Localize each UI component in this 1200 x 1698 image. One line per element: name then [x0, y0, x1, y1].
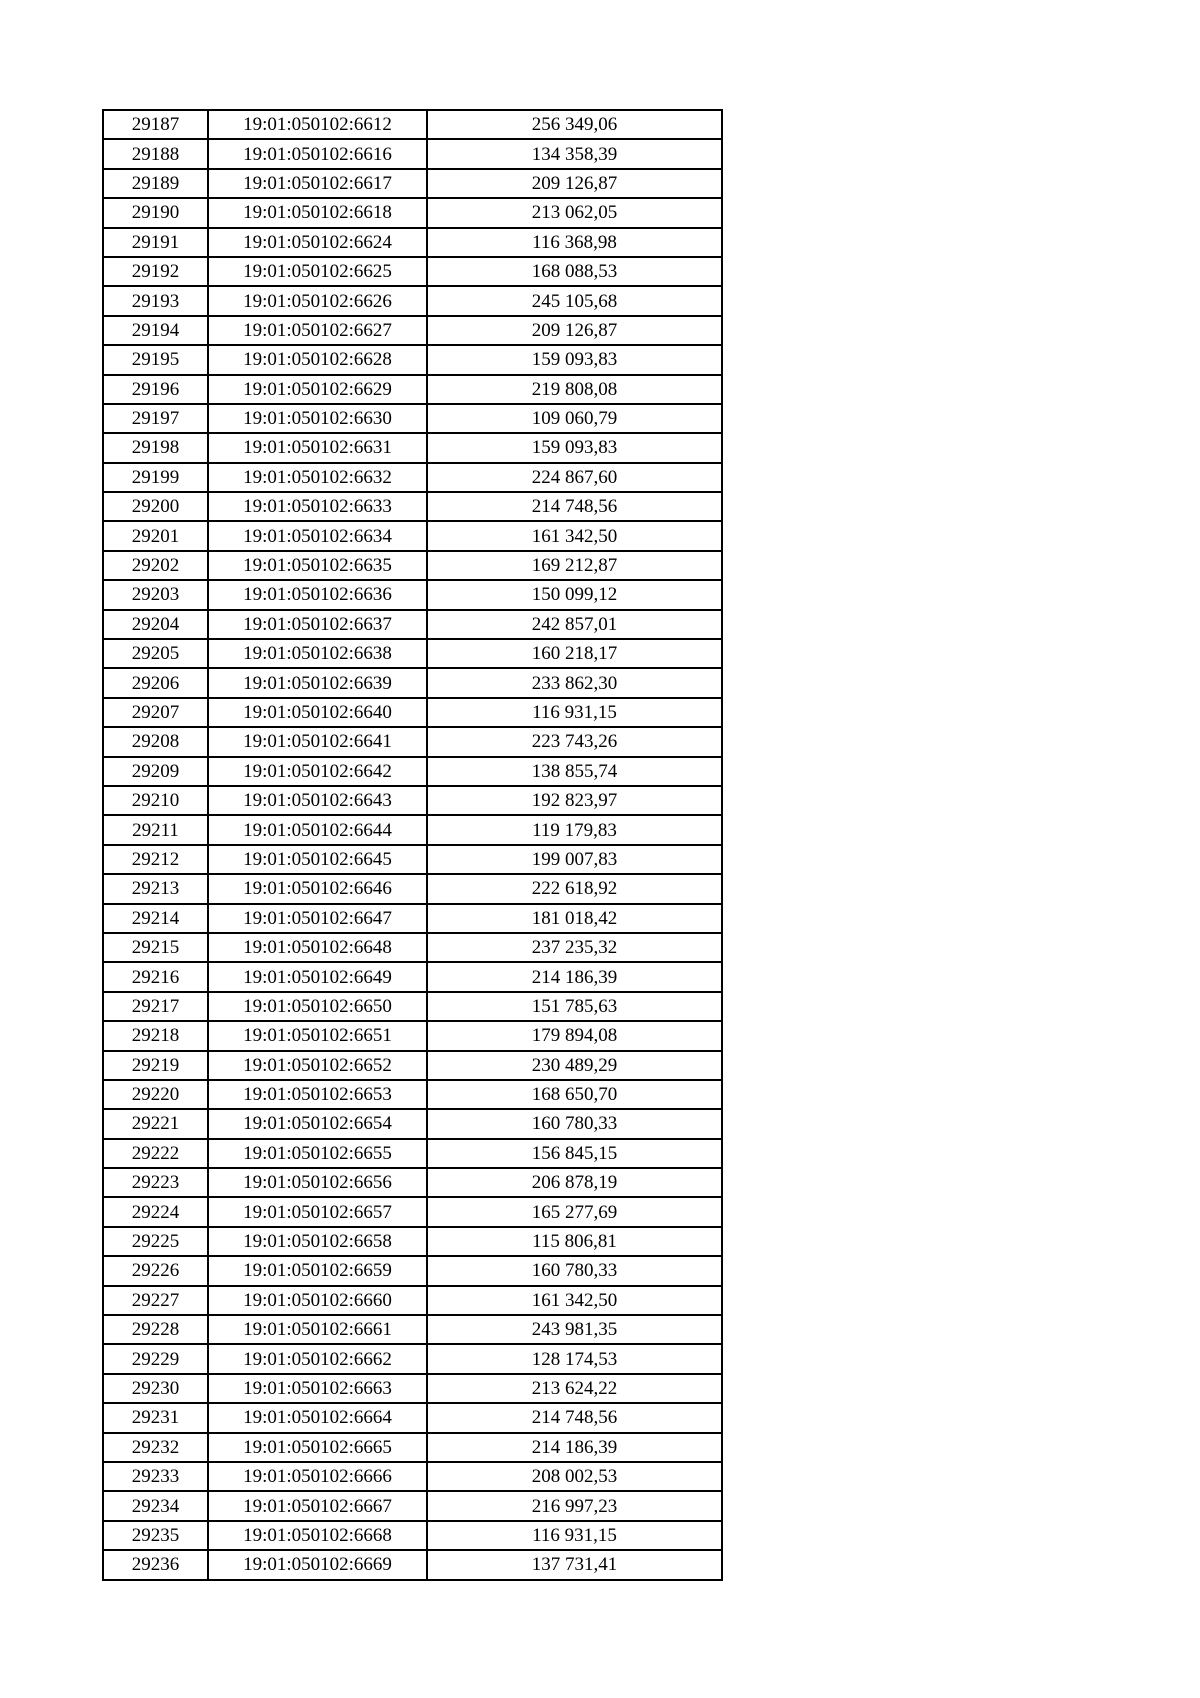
row-number-cell: 29225 [103, 1227, 208, 1256]
value-cell: 245 105,68 [427, 286, 722, 315]
row-number-cell: 29220 [103, 1080, 208, 1109]
value-cell: 214 186,39 [427, 1433, 722, 1462]
cadastral-number-cell: 19:01:050102:6651 [208, 1021, 427, 1050]
row-number-cell: 29206 [103, 668, 208, 697]
cadastral-number-cell: 19:01:050102:6636 [208, 580, 427, 609]
cadastral-number-cell: 19:01:050102:6669 [208, 1550, 427, 1579]
value-cell: 159 093,83 [427, 345, 722, 374]
row-number-cell: 29227 [103, 1286, 208, 1315]
row-number-cell: 29218 [103, 1021, 208, 1050]
table-row [103, 639, 722, 668]
table-row [103, 110, 722, 139]
table-row [103, 375, 722, 404]
cadastral-number-cell: 19:01:050102:6657 [208, 1197, 427, 1226]
cadastral-number-cell: 19:01:050102:6630 [208, 404, 427, 433]
table-row [103, 1286, 722, 1315]
table-row [103, 1227, 722, 1256]
cadastral-number-cell: 19:01:050102:6653 [208, 1080, 427, 1109]
table-row [103, 551, 722, 580]
value-cell: 192 823,97 [427, 786, 722, 815]
cadastral-number-cell: 19:01:050102:6629 [208, 375, 427, 404]
table-row [103, 786, 722, 815]
cadastral-number-cell: 19:01:050102:6637 [208, 610, 427, 639]
row-number-cell: 29199 [103, 463, 208, 492]
table-row [103, 757, 722, 786]
value-cell: 159 093,83 [427, 433, 722, 462]
table-row [103, 521, 722, 550]
row-number-cell: 29194 [103, 316, 208, 345]
row-number-cell: 29216 [103, 962, 208, 991]
value-cell: 150 099,12 [427, 580, 722, 609]
table-row [103, 198, 722, 227]
cadastral-number-cell: 19:01:050102:6647 [208, 904, 427, 933]
table-row [103, 1491, 722, 1520]
row-number-cell: 29233 [103, 1462, 208, 1491]
value-cell: 137 731,41 [427, 1550, 722, 1579]
table-row [103, 845, 722, 874]
cadastral-number-cell: 19:01:050102:6628 [208, 345, 427, 374]
value-cell: 168 088,53 [427, 257, 722, 286]
row-number-cell: 29192 [103, 257, 208, 286]
value-cell: 214 186,39 [427, 962, 722, 991]
table-row [103, 610, 722, 639]
row-number-cell: 29219 [103, 1051, 208, 1080]
cadastral-number-cell: 19:01:050102:6661 [208, 1315, 427, 1344]
value-cell: 213 624,22 [427, 1374, 722, 1403]
value-cell: 161 342,50 [427, 521, 722, 550]
table-row [103, 463, 722, 492]
cadastral-number-cell: 19:01:050102:6635 [208, 551, 427, 580]
cadastral-number-cell: 19:01:050102:6652 [208, 1051, 427, 1080]
value-cell: 233 862,30 [427, 668, 722, 697]
row-number-cell: 29190 [103, 198, 208, 227]
value-cell: 160 780,33 [427, 1256, 722, 1285]
table-row [103, 316, 722, 345]
value-cell: 160 780,33 [427, 1109, 722, 1138]
cadastral-number-cell: 19:01:050102:6659 [208, 1256, 427, 1285]
row-number-cell: 29204 [103, 610, 208, 639]
cadastral-number-cell: 19:01:050102:6654 [208, 1109, 427, 1138]
value-cell: 138 855,74 [427, 757, 722, 786]
value-cell: 206 878,19 [427, 1168, 722, 1197]
table-row [103, 404, 722, 433]
row-number-cell: 29198 [103, 433, 208, 462]
row-number-cell: 29187 [103, 110, 208, 139]
cadastral-number-cell: 19:01:050102:6650 [208, 992, 427, 1021]
cadastral-number-cell: 19:01:050102:6649 [208, 962, 427, 991]
cadastral-number-cell: 19:01:050102:6616 [208, 139, 427, 168]
cadastral-number-cell: 19:01:050102:6632 [208, 463, 427, 492]
table-row [103, 1139, 722, 1168]
table-row [103, 1344, 722, 1373]
table-row [103, 962, 722, 991]
table-row [103, 433, 722, 462]
row-number-cell: 29229 [103, 1344, 208, 1373]
row-number-cell: 29196 [103, 375, 208, 404]
table-row [103, 228, 722, 257]
table-row [103, 1197, 722, 1226]
value-cell: 156 845,15 [427, 1139, 722, 1168]
row-number-cell: 29230 [103, 1374, 208, 1403]
table-row [103, 933, 722, 962]
cadastral-number-cell: 19:01:050102:6618 [208, 198, 427, 227]
cadastral-number-cell: 19:01:050102:6624 [208, 228, 427, 257]
table-row [103, 1521, 722, 1550]
row-number-cell: 29235 [103, 1521, 208, 1550]
table-row [103, 1021, 722, 1050]
value-cell: 128 174,53 [427, 1344, 722, 1373]
row-number-cell: 29197 [103, 404, 208, 433]
cadastral-number-cell: 19:01:050102:6617 [208, 169, 427, 198]
cadastral-number-cell: 19:01:050102:6640 [208, 698, 427, 727]
value-cell: 209 126,87 [427, 169, 722, 198]
cadastral-number-cell: 19:01:050102:6646 [208, 874, 427, 903]
table-row [103, 257, 722, 286]
row-number-cell: 29217 [103, 992, 208, 1021]
value-cell: 134 358,39 [427, 139, 722, 168]
value-cell: 209 126,87 [427, 316, 722, 345]
cadastral-number-cell: 19:01:050102:6644 [208, 815, 427, 844]
row-number-cell: 29203 [103, 580, 208, 609]
value-cell: 213 062,05 [427, 198, 722, 227]
row-number-cell: 29232 [103, 1433, 208, 1462]
table-row [103, 992, 722, 1021]
cadastral-number-cell: 19:01:050102:6643 [208, 786, 427, 815]
cadastral-number-cell: 19:01:050102:6656 [208, 1168, 427, 1197]
value-cell: 214 748,56 [427, 1403, 722, 1432]
cadastral-number-cell: 19:01:050102:6626 [208, 286, 427, 315]
data-table-body [103, 110, 722, 1580]
cadastral-number-cell: 19:01:050102:6648 [208, 933, 427, 962]
table-row [103, 698, 722, 727]
cadastral-number-cell: 19:01:050102:6664 [208, 1403, 427, 1432]
data-table [102, 109, 723, 1581]
row-number-cell: 29201 [103, 521, 208, 550]
cadastral-number-cell: 19:01:050102:6667 [208, 1491, 427, 1520]
table-row [103, 668, 722, 697]
value-cell: 119 179,83 [427, 815, 722, 844]
row-number-cell: 29214 [103, 904, 208, 933]
table-row [103, 139, 722, 168]
value-cell: 168 650,70 [427, 1080, 722, 1109]
cadastral-number-cell: 19:01:050102:6639 [208, 668, 427, 697]
value-cell: 242 857,01 [427, 610, 722, 639]
value-cell: 199 007,83 [427, 845, 722, 874]
table-row [103, 874, 722, 903]
cadastral-number-cell: 19:01:050102:6663 [208, 1374, 427, 1403]
table-row [103, 904, 722, 933]
table-row [103, 1315, 722, 1344]
table-row [103, 1433, 722, 1462]
row-number-cell: 29226 [103, 1256, 208, 1285]
row-number-cell: 29193 [103, 286, 208, 315]
cadastral-number-cell: 19:01:050102:6655 [208, 1139, 427, 1168]
value-cell: 256 349,06 [427, 110, 722, 139]
table-row [103, 1080, 722, 1109]
table-row [103, 815, 722, 844]
table-row [103, 286, 722, 315]
value-cell: 216 997,23 [427, 1491, 722, 1520]
value-cell: 116 931,15 [427, 1521, 722, 1550]
row-number-cell: 29215 [103, 933, 208, 962]
row-number-cell: 29189 [103, 169, 208, 198]
value-cell: 109 060,79 [427, 404, 722, 433]
row-number-cell: 29223 [103, 1168, 208, 1197]
value-cell: 165 277,69 [427, 1197, 722, 1226]
table-row [103, 580, 722, 609]
value-cell: 208 002,53 [427, 1462, 722, 1491]
cadastral-number-cell: 19:01:050102:6668 [208, 1521, 427, 1550]
row-number-cell: 29208 [103, 727, 208, 756]
cadastral-number-cell: 19:01:050102:6662 [208, 1344, 427, 1373]
value-cell: 181 018,42 [427, 904, 722, 933]
row-number-cell: 29212 [103, 845, 208, 874]
row-number-cell: 29228 [103, 1315, 208, 1344]
row-number-cell: 29231 [103, 1403, 208, 1432]
value-cell: 243 981,35 [427, 1315, 722, 1344]
value-cell: 160 218,17 [427, 639, 722, 668]
table-row [103, 1550, 722, 1579]
value-cell: 223 743,26 [427, 727, 722, 756]
row-number-cell: 29207 [103, 698, 208, 727]
cadastral-number-cell: 19:01:050102:6633 [208, 492, 427, 521]
cadastral-number-cell: 19:01:050102:6642 [208, 757, 427, 786]
value-cell: 214 748,56 [427, 492, 722, 521]
cadastral-number-cell: 19:01:050102:6660 [208, 1286, 427, 1315]
table-row [103, 345, 722, 374]
value-cell: 116 931,15 [427, 698, 722, 727]
value-cell: 179 894,08 [427, 1021, 722, 1050]
table-row [103, 1403, 722, 1432]
row-number-cell: 29205 [103, 639, 208, 668]
row-number-cell: 29202 [103, 551, 208, 580]
cadastral-number-cell: 19:01:050102:6634 [208, 521, 427, 550]
value-cell: 222 618,92 [427, 874, 722, 903]
value-cell: 237 235,32 [427, 933, 722, 962]
table-row [103, 1109, 722, 1138]
cadastral-number-cell: 19:01:050102:6666 [208, 1462, 427, 1491]
cadastral-number-cell: 19:01:050102:6638 [208, 639, 427, 668]
table-row [103, 492, 722, 521]
value-cell: 116 368,98 [427, 228, 722, 257]
table-row [103, 1256, 722, 1285]
table-row [103, 169, 722, 198]
cadastral-number-cell: 19:01:050102:6625 [208, 257, 427, 286]
cadastral-number-cell: 19:01:050102:6631 [208, 433, 427, 462]
table-row [103, 1374, 722, 1403]
row-number-cell: 29213 [103, 874, 208, 903]
value-cell: 230 489,29 [427, 1051, 722, 1080]
row-number-cell: 29191 [103, 228, 208, 257]
row-number-cell: 29210 [103, 786, 208, 815]
value-cell: 169 212,87 [427, 551, 722, 580]
value-cell: 151 785,63 [427, 992, 722, 1021]
row-number-cell: 29200 [103, 492, 208, 521]
value-cell: 219 808,08 [427, 375, 722, 404]
table-row [103, 1462, 722, 1491]
row-number-cell: 29234 [103, 1491, 208, 1520]
table-row [103, 1168, 722, 1197]
table-row [103, 727, 722, 756]
value-cell: 161 342,50 [427, 1286, 722, 1315]
row-number-cell: 29211 [103, 815, 208, 844]
value-cell: 115 806,81 [427, 1227, 722, 1256]
cadastral-number-cell: 19:01:050102:6641 [208, 727, 427, 756]
row-number-cell: 29224 [103, 1197, 208, 1226]
cadastral-number-cell: 19:01:050102:6658 [208, 1227, 427, 1256]
table-row [103, 1051, 722, 1080]
value-cell: 224 867,60 [427, 463, 722, 492]
cadastral-number-cell: 19:01:050102:6627 [208, 316, 427, 345]
row-number-cell: 29195 [103, 345, 208, 374]
row-number-cell: 29221 [103, 1109, 208, 1138]
row-number-cell: 29209 [103, 757, 208, 786]
row-number-cell: 29222 [103, 1139, 208, 1168]
cadastral-number-cell: 19:01:050102:6665 [208, 1433, 427, 1462]
row-number-cell: 29188 [103, 139, 208, 168]
row-number-cell: 29236 [103, 1550, 208, 1579]
cadastral-number-cell: 19:01:050102:6612 [208, 110, 427, 139]
cadastral-number-cell: 19:01:050102:6645 [208, 845, 427, 874]
